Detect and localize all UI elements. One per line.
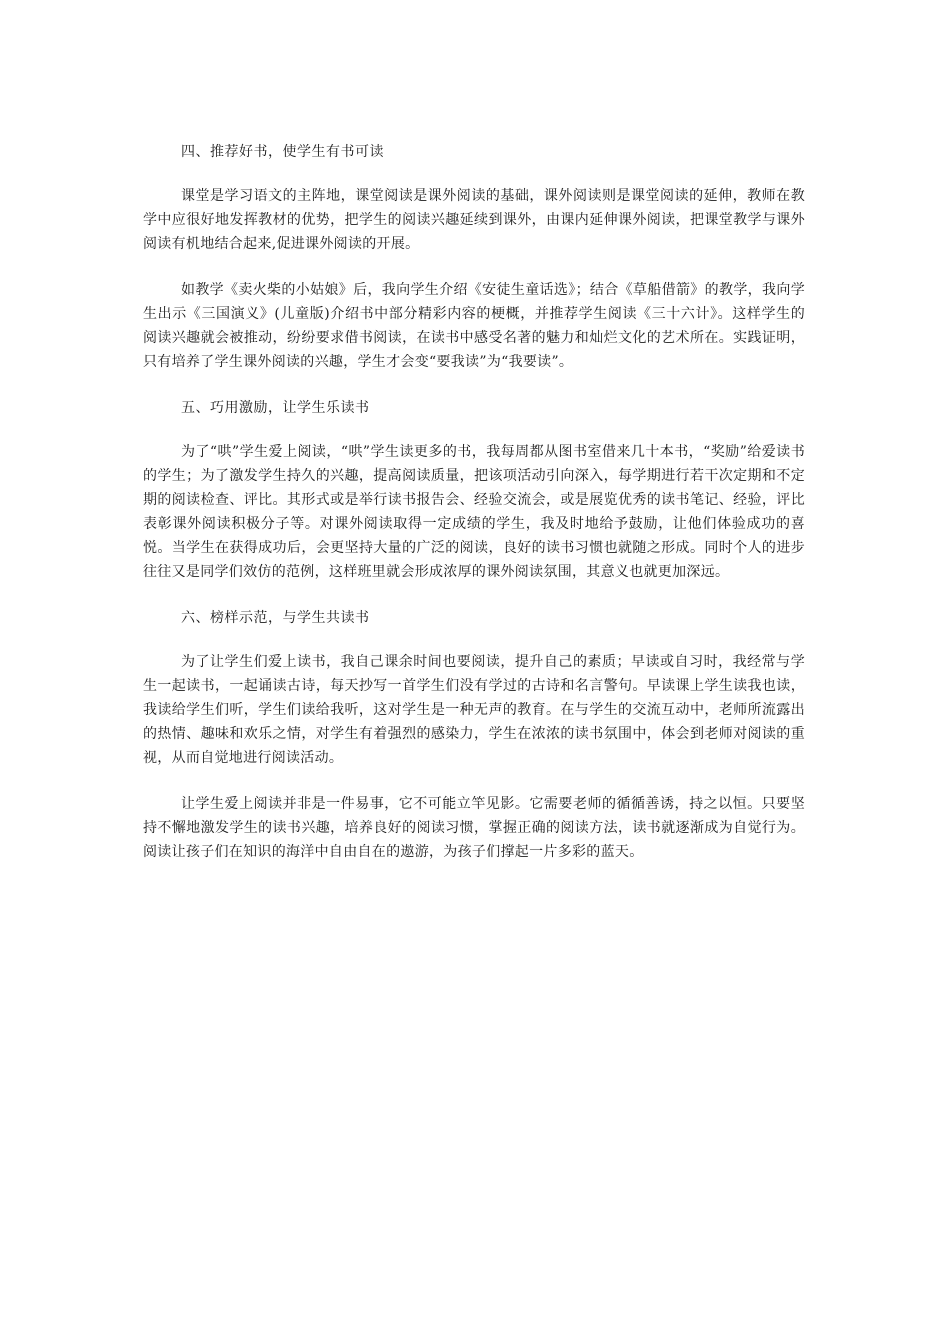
paragraph: 如教学《卖火柴的小姑娘》后，我向学生介绍《安徒生童话选》；结合《草船借箭》的教学，我向学生出示《三国演义》(儿童版)介绍书中部分精彩内容的梗概，并推荐学生阅读《三十六计》。这样学生的阅读兴趣就会被推动，纷纷要求借书阅读，在读书中感受名著的魅力和灿烂文化的艺术所在。实践证明，只有培养了学生课外阅读的兴趣，学生才会变“要我读”为“我要读”。 bbox=[143, 282, 805, 370]
section-heading-4: 四、推荐好书，使学生有书可读 bbox=[181, 144, 384, 160]
document-body bbox=[143, 140, 805, 886]
section-heading-6: 六、榜样示范，与学生共读书 bbox=[181, 610, 370, 626]
paragraph: 课堂是学习语文的主阵地，课堂阅读是课外阅读的基础，课外阅读则是课堂阅读的延伸，教师在教学中应很好地发挥教材的优势，把学生的阅读兴趣延续到课外，由课内延伸课外阅读，把课堂教学与课外阅读有机地结合起来,促进课外阅读的开展。 bbox=[143, 188, 805, 252]
paragraph: 为了让学生们爱上读书，我自己课余时间也要阅读，提升自己的素质；早读或自习时，我经常与学生一起读书，一起诵读古诗，每天抄写一首学生们没有学过的古诗和名言警句。早读课上学生读我也读，我读给学生们听，学生们读给我听，这对学生是一种无声的教育。在与学生的交流互动中，老师所流露出的热情、趣味和欢乐之情，对学生有着强烈的感染力，学生在浓浓的读书氛围中，体会到老师对阅读的重视，从而自觉地进行阅读活动。 bbox=[143, 654, 805, 766]
paragraph: 让学生爱上阅读并非是一件易事，它不可能立竿见影。它需要老师的循循善诱，持之以恒。只要坚持不懈地激发学生的读书兴趣，培养良好的阅读习惯，掌握正确的阅读方法，读书就逐渐成为自觉行为。阅读让孩子们在知识的海洋中自由自在的遨游，为孩子们撑起一片多彩的蓝天。 bbox=[143, 796, 805, 860]
paragraph: 为了“哄”学生爱上阅读，“哄”学生读更多的书，我每周都从图书室借来几十本书，“奖励”给爱读书的学生；为了激发学生持久的兴趣，提高阅读质量，把该项活动引向深入，每学期进行若干次定期和不定期的阅读检查、评比。其形式或是举行读书报告会、经验交流会，或是展览优秀的读书笔记、经验，评比表彰课外阅读积极分子等。对课外阅读取得一定成绩的学生，我及时地给予鼓励，让他们体验成功的喜悦。当学生在获得成功后，会更坚持大量的广泛的阅读，良好的读书习惯也就随之形成。同时个人的进步往往又是同学们效仿的范例，这样班里就会形成浓厚的课外阅读氛围，其意义也就更加深远。 bbox=[143, 444, 805, 580]
section-heading-5: 五、巧用激励，让学生乐读书 bbox=[181, 400, 370, 416]
